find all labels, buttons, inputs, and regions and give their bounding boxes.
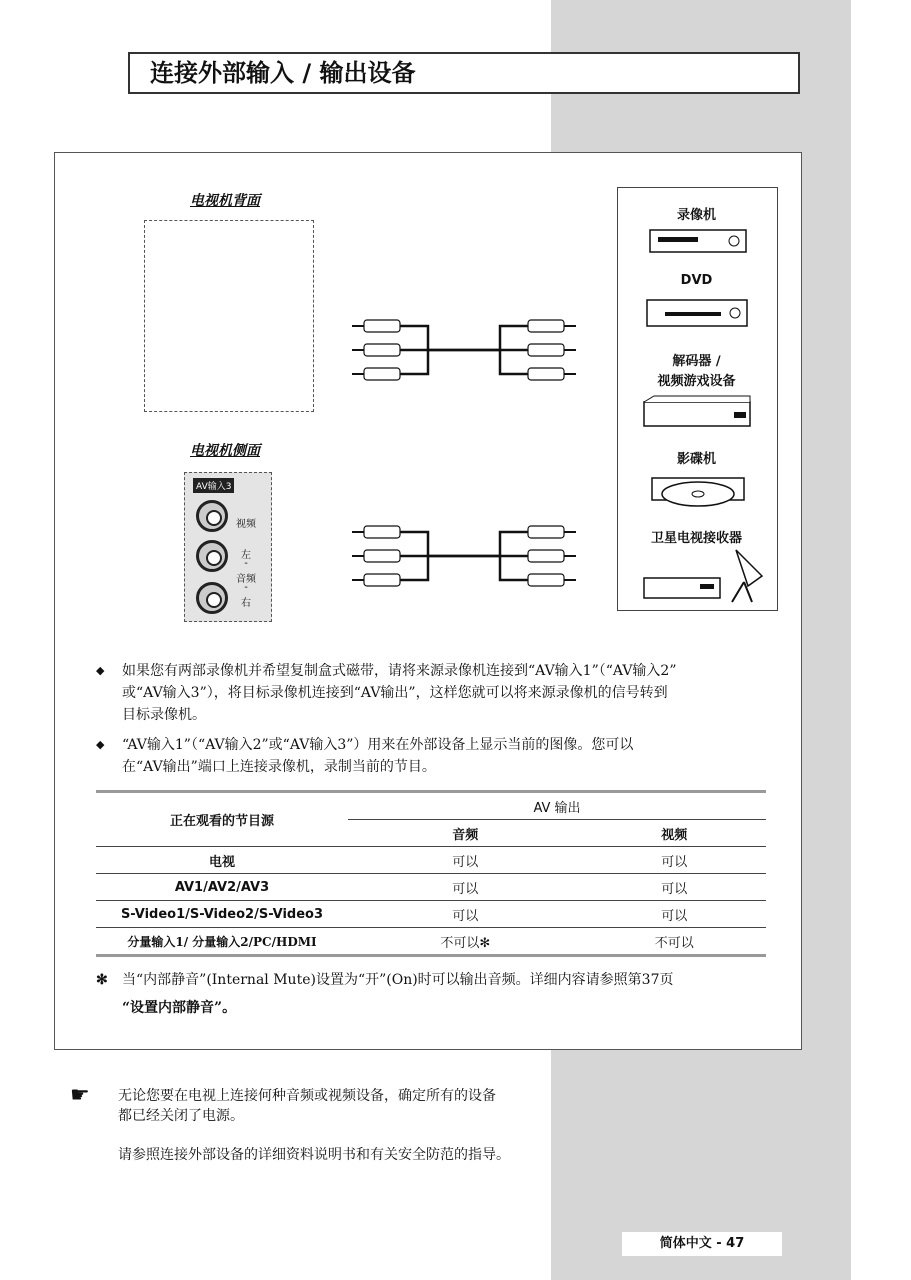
av-input-3-tag: AV输入3: [193, 478, 234, 493]
footnote-line-2: “设置内部静音”。: [122, 1000, 237, 1016]
row-audio: 可以: [452, 854, 479, 870]
audio-label: 音频: [236, 574, 256, 585]
bullet-marker-2: ◆: [96, 738, 105, 751]
satellite-receiver-label: 卫星电视接收器: [650, 531, 742, 546]
tv-back-panel: [144, 220, 314, 412]
dash-label-1: -: [244, 558, 248, 569]
game-device-label: 视频游戏设备: [657, 374, 736, 389]
tv-side-label: 电视机侧面: [190, 443, 260, 459]
col-video-header: 视频: [661, 827, 688, 843]
col-audio-header: 音频: [452, 827, 479, 843]
bullet-marker-1: ◆: [96, 664, 105, 677]
footnote: [96, 966, 776, 1022]
page-title: 连接外部输入 / 输出设备: [128, 52, 800, 94]
bullet-paragraph-2: [96, 734, 776, 778]
bullet-2-line-2: 在“AV输出”端口上连接录像机，录制当前的节目。: [122, 759, 436, 775]
lower-cable-set: [350, 516, 580, 596]
bullet-paragraph-1: [96, 660, 776, 726]
row-video: 不可以: [654, 935, 694, 951]
bullet-2-line-1: “AV输入1”（“AV输入2”或“AV输入3”）用来在外部设备上显示当前的图像。您可以: [122, 737, 634, 753]
row-source: S-Video1/S-Video2/S-Video3: [120, 906, 324, 922]
row-source: 电视: [208, 854, 235, 870]
bullet-1-line-1: 如果您有两部录像机并希望复制盒式磁带，请将来源录像机连接到“AV输入1”（“AV输入2”: [122, 663, 677, 679]
video-jack-label: 视频: [236, 519, 256, 530]
row-source: 分量输入1/ 分量输入2/PC/HDMI: [127, 934, 317, 949]
pointing-hand-icon: ☛: [70, 1083, 90, 1108]
table-row: [96, 847, 766, 874]
bullet-1-line-3: 目标录像机。: [122, 707, 206, 723]
row-video: 可以: [661, 881, 688, 897]
dvd-icon: [645, 296, 749, 330]
audio-left-jack: [196, 540, 228, 572]
audio-right-jack: [196, 582, 228, 614]
vcr-label: 录像机: [676, 208, 716, 223]
table-row: [96, 928, 766, 956]
vcr-icon: [648, 226, 748, 256]
col-source-header: 正在观看的节目源: [96, 792, 348, 847]
disc-player-label: 影碟机: [676, 452, 716, 467]
av-output-table: [96, 790, 766, 957]
page-number-label: 简体中文 - 47: [622, 1232, 782, 1256]
footer-line-3: 请参照连接外部设备的详细资料说明书和有关安全防范的指导。: [118, 1147, 510, 1163]
row-audio: 不可以✻: [440, 935, 491, 951]
row-audio: 可以: [452, 881, 479, 897]
decoder-icon: [640, 392, 754, 432]
footer-line-1: 无论您要在电视上连接何种音频或视频设备，确定所有的设备: [118, 1088, 496, 1104]
dash-label-2: -: [244, 582, 248, 593]
row-source: AV1/AV2/AV3: [174, 879, 270, 895]
left-label: 左: [241, 550, 251, 561]
decoder-label: 解码器 /: [672, 354, 721, 369]
disc-player-icon: [648, 470, 748, 510]
row-video: 可以: [661, 854, 688, 870]
footnote-line-1: 当“内部静音”(Internal Mute)设置为“开”(On)时可以输出音频。详细内容请参照第37页: [122, 972, 674, 988]
table-row: [96, 901, 766, 928]
right-label: 右: [241, 598, 251, 609]
satellite-receiver-icon: [640, 546, 770, 604]
video-jack: [196, 500, 228, 532]
bullet-1-line-2: 或“AV输入3”），将目标录像机连接到“AV输出”，这样您就可以将来源录像机的信号转到: [122, 685, 668, 701]
dvd-label: DVD: [680, 273, 713, 288]
row-video: 可以: [661, 908, 688, 924]
upper-cable-set: [350, 310, 580, 390]
col-av-output-header: AV 输出: [348, 792, 766, 820]
table-row: [96, 874, 766, 901]
footer-line-2: 都已经关闭了电源。: [118, 1108, 244, 1124]
asterisk-icon: ✻: [96, 972, 108, 988]
tv-back-label: 电视机背面: [190, 193, 260, 209]
row-audio: 可以: [452, 908, 479, 924]
